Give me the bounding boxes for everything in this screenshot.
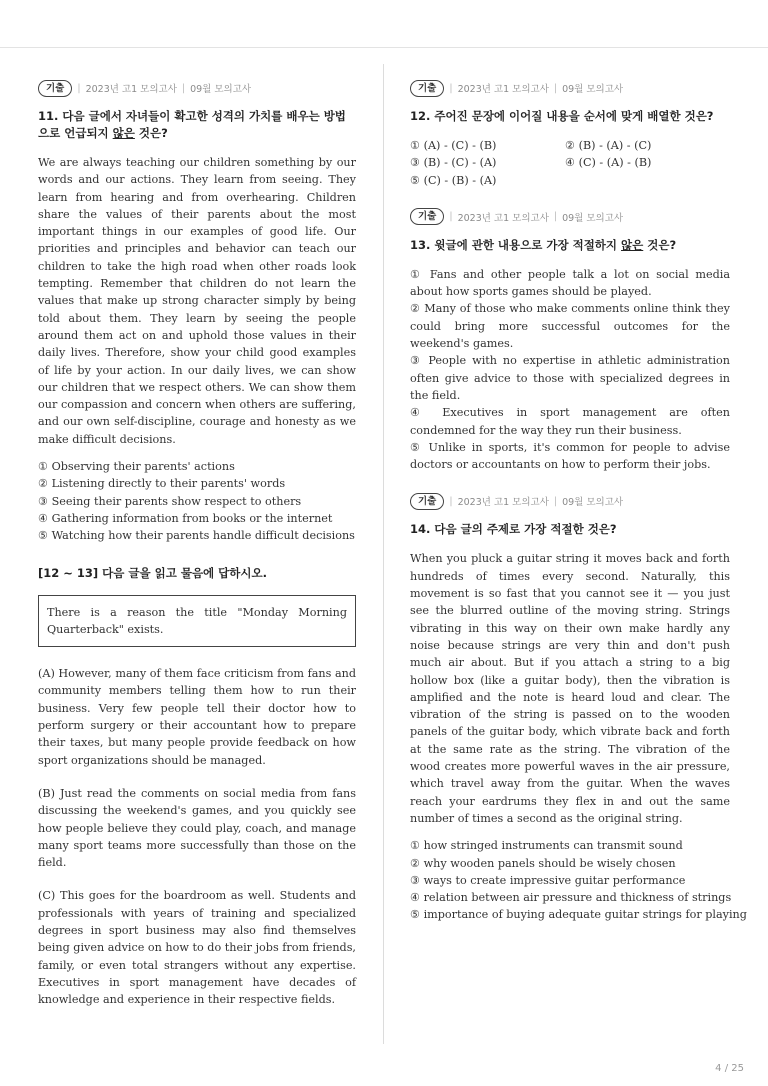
past-exam-badge: 기출 (38, 80, 72, 97)
answer-choice[interactable]: ③ Seeing their parents show respect to others (38, 494, 302, 508)
answer-choice[interactable]: ③ People with no expertise in athletic administration often give advice to those with specialized degrees in the field. (410, 354, 730, 402)
question-13-choices (410, 266, 730, 474)
answer-choice[interactable]: ④ Gathering information from books or the internet (38, 511, 333, 525)
separator: | (77, 82, 81, 94)
question-title-text: 것은? (134, 126, 168, 140)
question-title-text: 11. 다음 글에서 자녀들이 확고한 성격의 가치를 배우는 방법으로 언급되지 (38, 109, 346, 140)
exam-month: 09월 모의고사 (562, 84, 624, 95)
past-exam-badge: 기출 (410, 80, 444, 97)
answer-choice[interactable]: ④ relation between air pressure and thickness of strings (410, 891, 732, 905)
exam-year: 2023년 고1 모의고사 (457, 212, 549, 224)
question-12-choices (410, 137, 730, 189)
question-11-choices (38, 458, 356, 544)
exam-month: 09월 모의고사 (562, 212, 624, 224)
answer-choice[interactable]: ① Fans and other people talk a lot on social media about how sports games should be played. (410, 267, 730, 299)
separator: | (553, 211, 558, 223)
exam-year: 2023년 고1 모의고사 (85, 84, 177, 95)
answer-choice[interactable]: ⑤ (C) - (B) - (A) (410, 173, 497, 187)
exam-month: 09월 모의고사 (562, 497, 624, 509)
separator: | (181, 82, 186, 94)
question-source-row (410, 207, 730, 227)
question-source-row (38, 78, 356, 98)
separator: | (553, 495, 558, 507)
answer-choice[interactable]: ⑤ Watching how their parents handle difficult decisions (38, 529, 355, 543)
separator: | (449, 82, 453, 94)
given-sentence: There is a reason the title "Monday Morning Quarterback" exists. (47, 605, 347, 636)
answer-choice[interactable]: ⑤ importance of buying adequate guitar strings for playing (410, 908, 747, 922)
separator: | (449, 211, 453, 223)
given-sentence-box (38, 595, 356, 648)
answer-choice[interactable]: ① (A) - (C) - (B) (410, 139, 497, 152)
question-12-title: 12. 주어진 문장에 이어질 내용을 순서에 맞게 배열한 것은? (410, 109, 714, 123)
answer-choice[interactable]: ④ (C) - (A) - (B) (565, 156, 652, 170)
exam-year: 2023년 고1 모의고사 (457, 497, 549, 509)
paragraph-b: (B) Just read the comments on social media from fans discussing the weekend's games, and you quickly see how people believe they could play, coach, and manage many sport teams more successfully than those on the field. (38, 786, 356, 870)
question-range-title: [12 ~ 13] 다음 글을 읽고 물음에 답하시오. (38, 565, 267, 580)
exam-month: 09월 모의고사 (190, 84, 252, 95)
question-14-choices (410, 837, 747, 923)
answer-choice[interactable]: ③ ways to create impressive guitar performance (410, 873, 686, 887)
answer-choice[interactable]: ② Many of those who make comments online think they could bring more successful outcomes for the weekend's games. (410, 302, 730, 351)
separator: | (449, 495, 453, 507)
answer-choice[interactable]: ④ Executives in sport management are often condemned for the way they run their business. (410, 406, 730, 437)
question-title-text: 것은? (643, 237, 677, 252)
paragraph-a: (A) However, many of them face criticism from fans and community members telling them how to run their business. Very few people tell their doctor how to perform surgery or their accountant how to prepare their taxes, but many people provide feedback on how sport organizations should be managed. (38, 667, 356, 767)
page-number: 4 / 25 (715, 1063, 744, 1074)
question-source-row (410, 78, 730, 98)
header-divider (0, 47, 768, 48)
past-exam-badge: 기출 (410, 493, 444, 510)
question-14-passage: When you pluck a guitar string it moves back and forth hundreds of times every second. Naturally, this movement is so fast that you cannot see it — you just see the blurred outline of the moving string. Strings vibrating in this way on their own make hardly any noise because strings are very thin and don't push much air about. But if you attach a string to a big hollow box (like a guitar body), then the vibration is amplified and the note is heard loud and clear. The vibration of the string is passed on to the wooden panels of the guitar body, which vibrate back and forth at the same rate as the string. The vibration of the wood creates more powerful waves in the air pressure, which travel away from the guitar. When the waves reach your eardrums they flex in and out the same number of times a second as the original string. (410, 552, 730, 825)
question-13-title (410, 237, 730, 254)
question-11-title (38, 108, 356, 142)
question-11-passage: We are always teaching our children something by our words and our actions. They learn from seeing. They learn from hearing and from overhearing. Children share the values of their parents about the most important things in our examples of good life. Our priorities and principles and behavior can teach our children to take the high road when other roads look tempting. Remember that children do not learn the values that make up strong character simply by being told about them. They learn by seeing the people around them act on and uphold those values in their daily lives. Therefore, show your child good examples of life by your action. In our daily lives, we can show our children that we respect others. We can show them our compassion and concern when others are suffering, and our own self-discipline, courage and honesty as we make difficult decisions. (38, 156, 356, 446)
left-column (38, 78, 356, 1008)
underlined-keyword: 않은 (112, 126, 135, 140)
question-title-text: 13. 윗글에 관한 내용으로 가장 적절하지 (410, 237, 622, 252)
question-14-title: 14. 다음 글의 주제로 가장 적절한 것은? (410, 522, 617, 537)
answer-choice[interactable]: ① how stringed instruments can transmit sound (410, 839, 683, 853)
separator: | (553, 82, 558, 94)
answer-choice[interactable]: ⑤ Unlike in sports, it's common for people to advise doctors or accountants on how to perform their jobs. (410, 440, 730, 472)
right-column (410, 78, 747, 924)
underlined-keyword: 않은 (621, 237, 644, 252)
column-divider (383, 64, 384, 1044)
exam-year: 2023년 고1 모의고사 (457, 84, 549, 95)
past-exam-badge: 기출 (410, 208, 444, 225)
answer-choice[interactable]: ② why wooden panels should be wisely chosen (410, 856, 676, 870)
question-source-row (410, 491, 730, 511)
answer-choice[interactable]: ③ (B) - (C) - (A) (410, 156, 497, 170)
answer-choice[interactable]: ① Observing their parents' actions (38, 460, 235, 474)
answer-choice[interactable]: ② Listening directly to their parents' words (38, 477, 286, 491)
paragraph-c: (C) This goes for the boardroom as well. Students and professionals with years of training and specialized degrees in sport business may also find themselves being given advice on how to do their jobs from friends, family, or even total strangers without any expertise. Executives in sport management have decades of knowledge and experience in their respective fields. (38, 889, 356, 1007)
answer-choice[interactable]: ② (B) - (A) - (C) (565, 139, 652, 152)
